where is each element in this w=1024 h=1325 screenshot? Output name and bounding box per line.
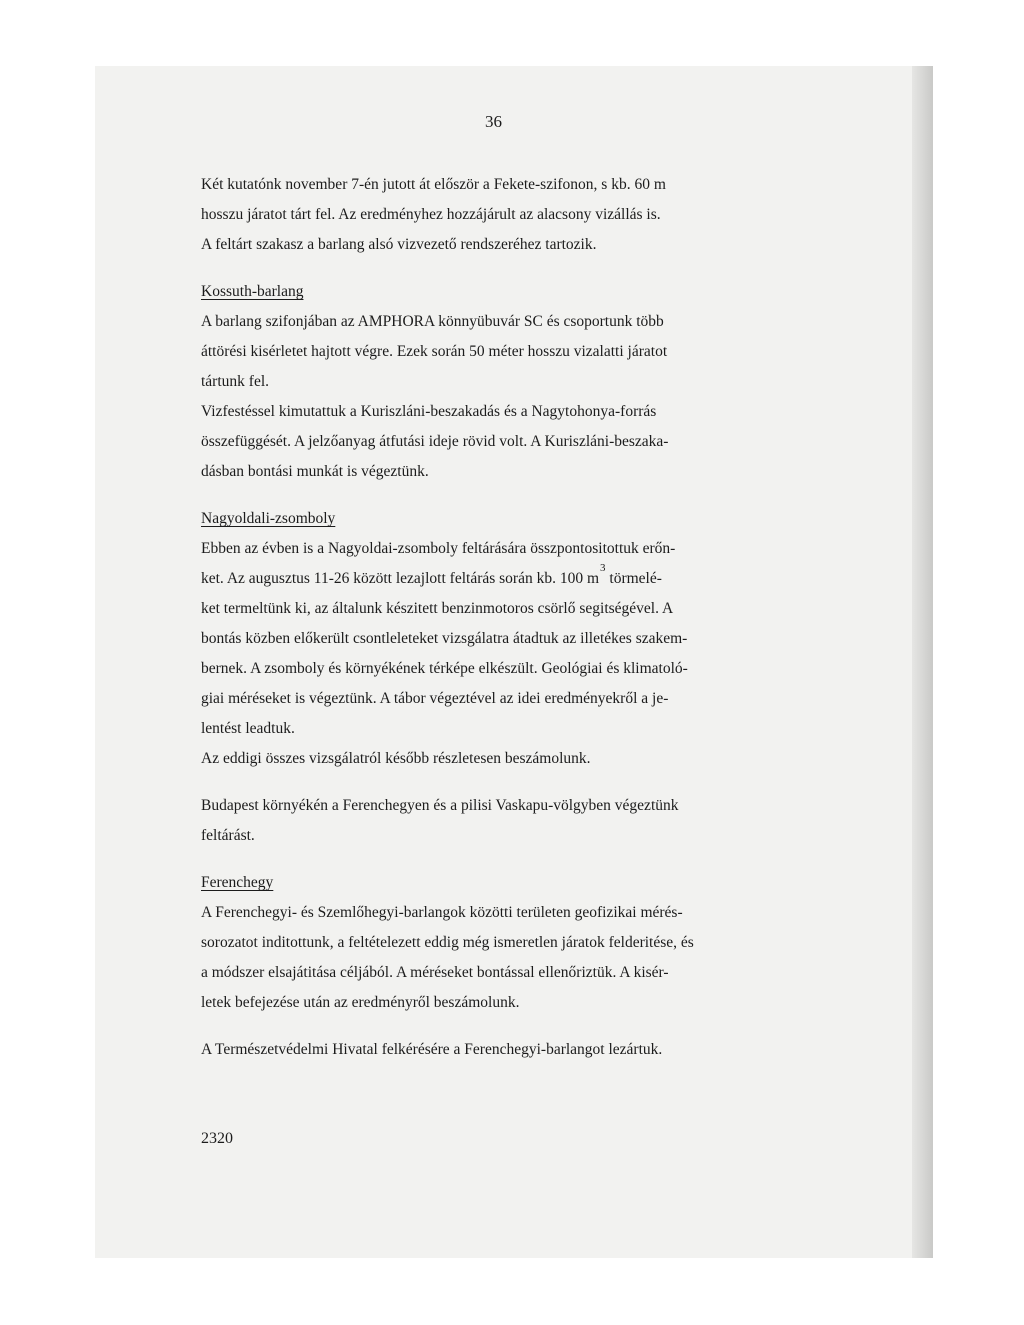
text-line: összefüggését. A jelzőanyag átfutási ideje rövid volt. A Kuriszláni-beszaka- bbox=[201, 433, 669, 450]
page-number: 36 bbox=[485, 112, 502, 131]
document-body bbox=[201, 170, 841, 1065]
footer-number: 2320 bbox=[201, 1130, 233, 1147]
text-line: A Ferenchegyi- és Szemlőhegyi-barlangok közötti területen geofizikai mérés- bbox=[201, 904, 683, 921]
text-line: A barlang szifonjában az AMPHORA könnyübuvár SC és csoportunk több bbox=[201, 313, 664, 330]
text-line: ket. Az augusztus 11-26 között lezajlott feltárás során kb. 100 m bbox=[201, 570, 600, 587]
text-line: a módszer elsajátitása céljából. A méréseket bontással ellenőriztük. A kisér- bbox=[201, 964, 669, 981]
page-edge-shadow bbox=[912, 66, 933, 1258]
text-line: feltárást. bbox=[201, 827, 255, 844]
text-line: törmelé- bbox=[605, 570, 662, 587]
text-line: letek befejezése után az eredményről beszámolunk. bbox=[201, 994, 520, 1011]
section-heading-kossuth: Kossuth-barlang bbox=[201, 283, 304, 300]
paragraph-ferenchegy bbox=[201, 898, 841, 1018]
paragraph-intro bbox=[201, 170, 841, 260]
text-line: lentést leadtuk. bbox=[201, 720, 295, 737]
paragraph-budapest bbox=[201, 791, 841, 851]
paragraph-kossuth bbox=[201, 307, 841, 397]
text-line: Két kutatónk november 7-én jutott át először a Fekete-szifonon, s kb. 60 m bbox=[201, 176, 666, 193]
text-line: hosszu járatot tárt fel. Az eredményhez hozzájárult az alacsony vizállás is. bbox=[201, 206, 661, 223]
paragraph-nagyoldali bbox=[201, 534, 841, 744]
paragraph-closure: A Természetvédelmi Hivatal felkérésére a Ferenchegyi-barlangot lezártuk. bbox=[201, 1041, 663, 1058]
text-line: Vizfestéssel kimutattuk a Kuriszláni-beszakadás és a Nagytohonya-forrás bbox=[201, 403, 657, 420]
section-heading-nagyoldali: Nagyoldali-zsomboly bbox=[201, 510, 336, 527]
superscript-cubic: 3 bbox=[600, 562, 606, 574]
text-line: Ebben az évben is a Nagyoldai-zsomboly feltárására összpontositottuk erőn- bbox=[201, 540, 676, 557]
text-line: A feltárt szakasz a barlang alsó vizvezető rendszeréhez tartozik. bbox=[201, 236, 597, 253]
text-line: sorozatot inditottunk, a feltételezett eddig még ismeretlen járatok felderitése, és bbox=[201, 934, 694, 951]
paragraph-dye-tracing bbox=[201, 397, 841, 487]
text-line: áttörési kisérletet hajtott végre. Ezek során 50 méter hosszu vizalatti járatot bbox=[201, 343, 668, 360]
text-line: bontás közben előkerült csontleleteket vizsgálatra átadtuk az illetékes szakem- bbox=[201, 630, 688, 647]
text-line: dásban bontási munkát is végeztünk. bbox=[201, 463, 429, 480]
paragraph-summary: Az eddigi összes vizsgálatról később részletesen beszámolunk. bbox=[201, 750, 591, 767]
text-line: Budapest környékén a Ferenchegyen és a pilisi Vaskapu-völgyben végeztünk bbox=[201, 797, 679, 814]
text-line: giai méréseket is végeztünk. A tábor végeztével az idei eredményekről a je- bbox=[201, 690, 669, 707]
section-heading-ferenchegy: Ferenchegy bbox=[201, 874, 274, 891]
text-line: tártunk fel. bbox=[201, 373, 270, 390]
text-line: ket termeltünk ki, az általunk készitett benzinmotoros csörlő segitségével. A bbox=[201, 600, 674, 617]
text-line: bernek. A zsomboly és környékének térképe elkészült. Geológiai és klimatoló- bbox=[201, 660, 688, 677]
